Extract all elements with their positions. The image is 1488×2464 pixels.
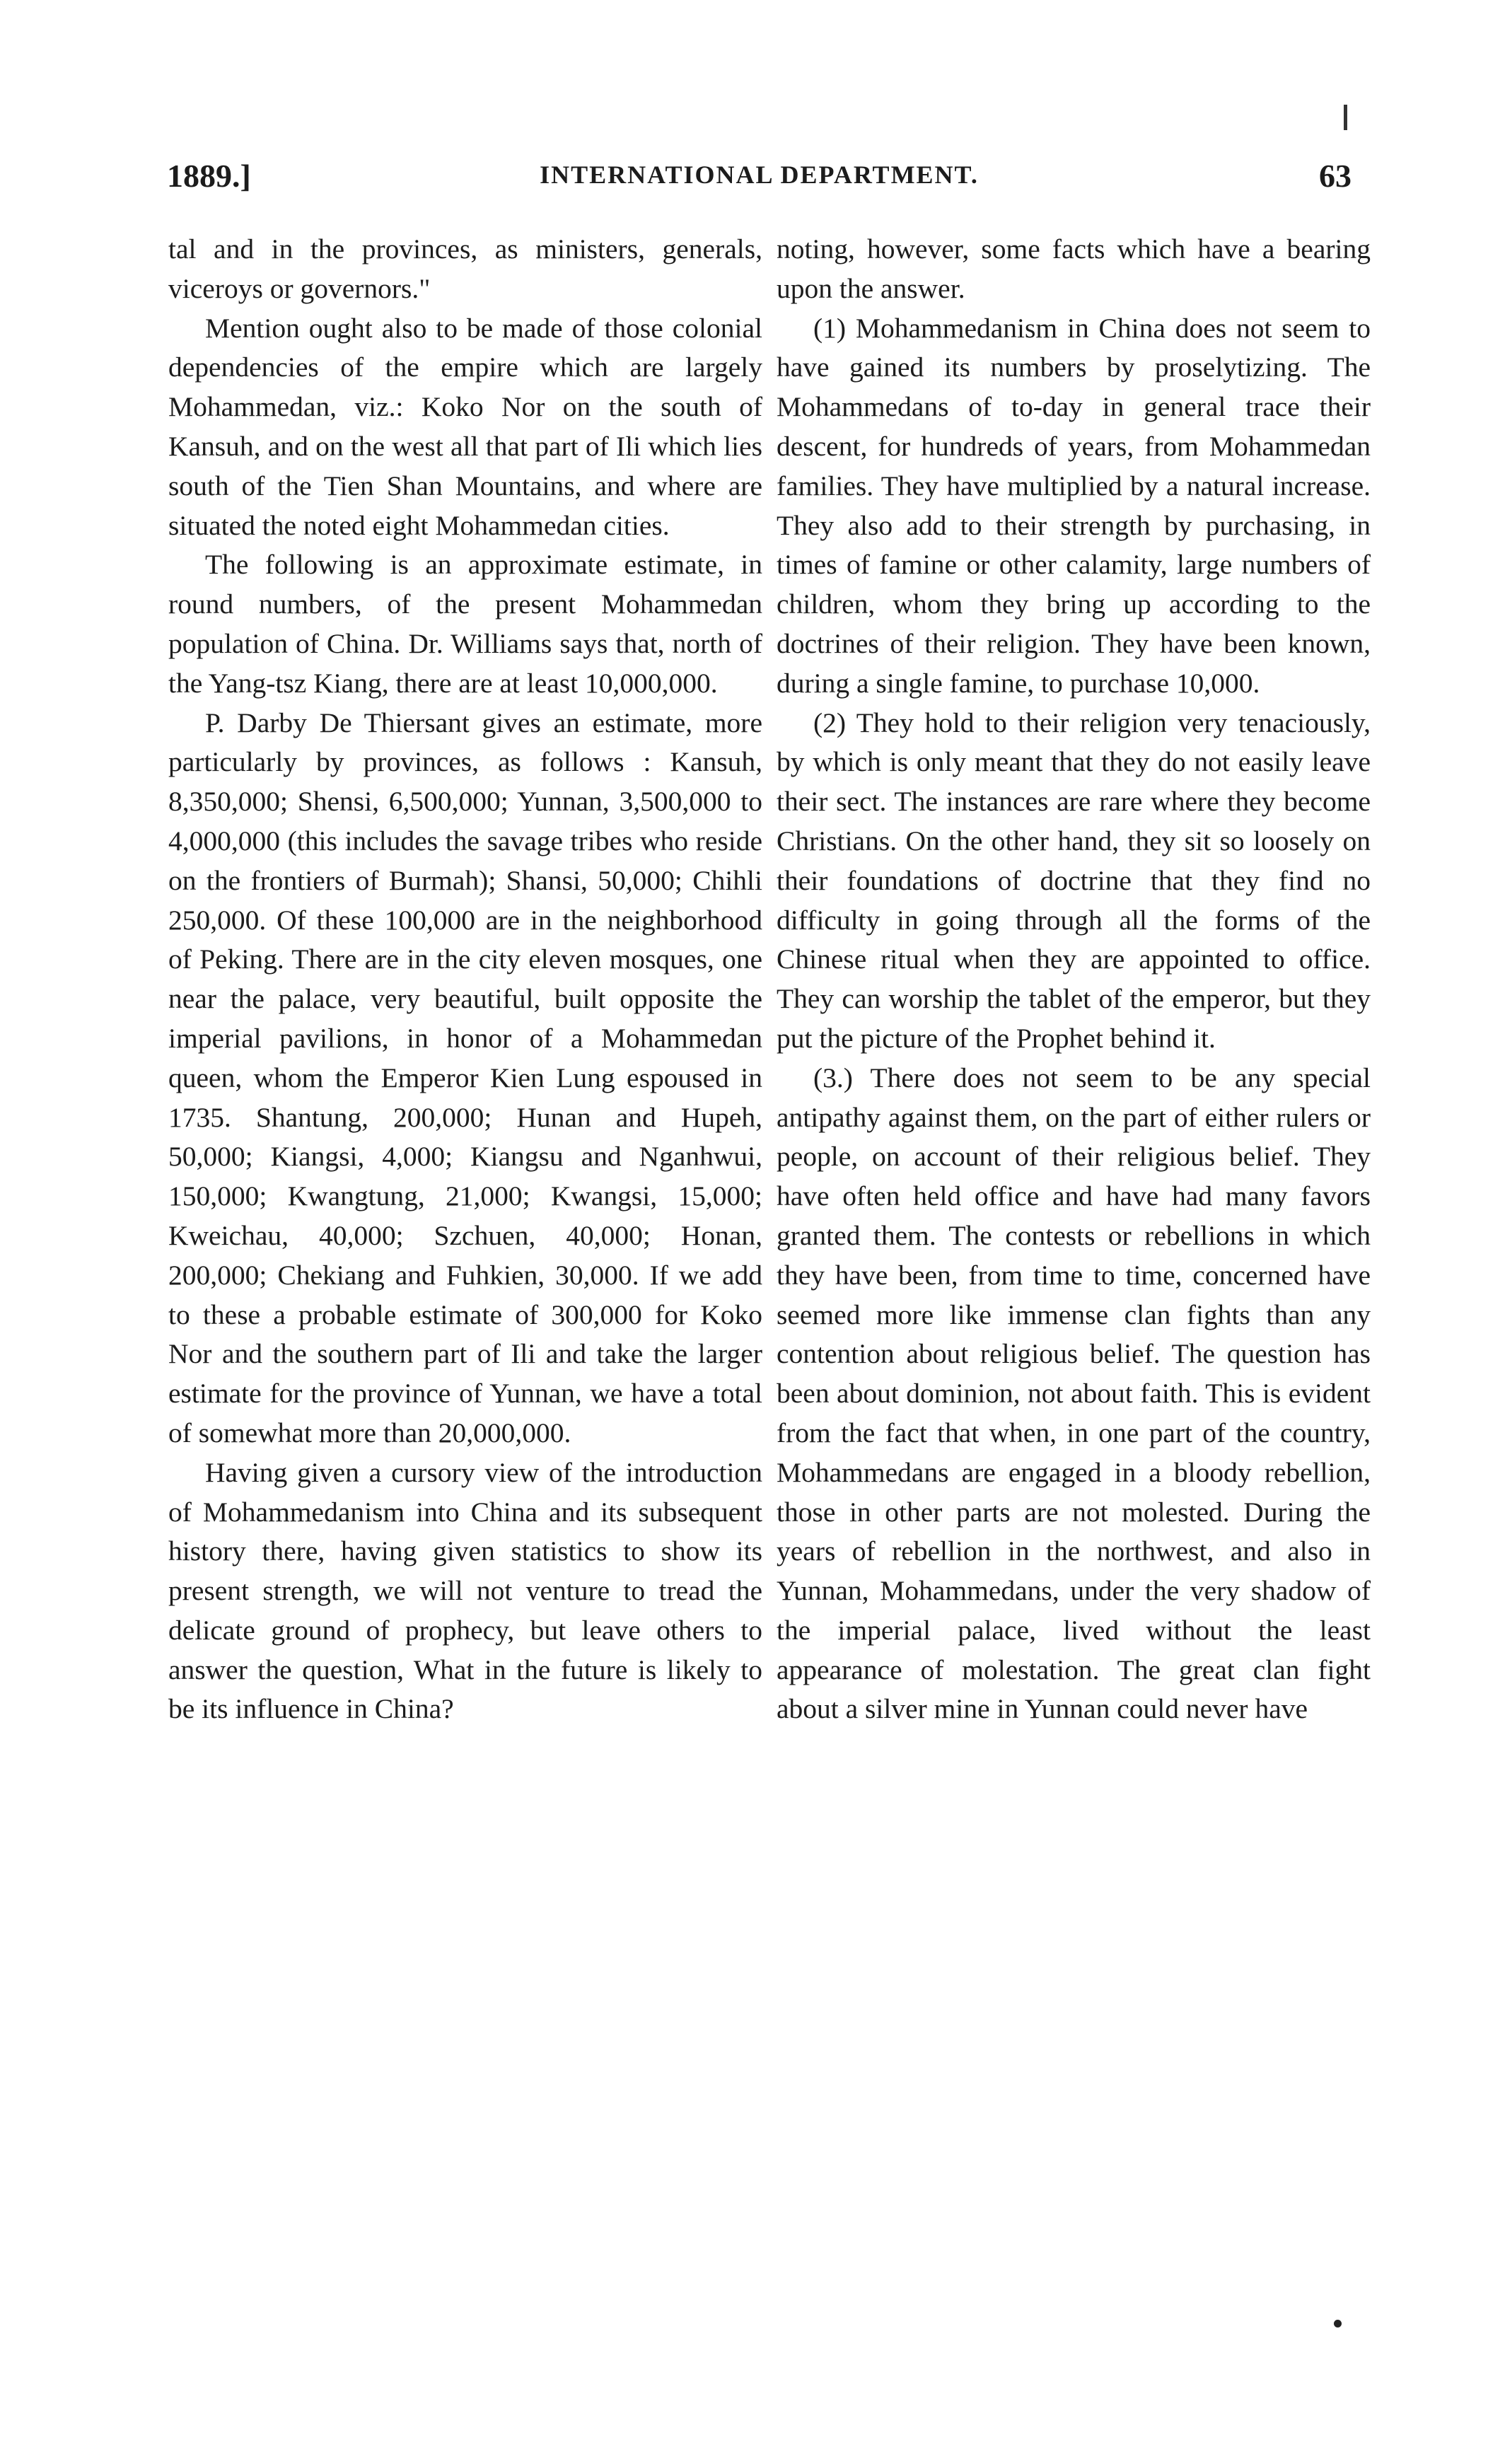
right-column — [777, 230, 1371, 1729]
header-year: 1889.] — [167, 158, 251, 194]
running-header — [167, 157, 1352, 207]
right-paragraph-1: noting, however, some facts which have a bearing upon the answer. — [777, 233, 1371, 304]
left-paragraph-3: The following is an approximate estimate, in round numbers, of the present Mohammedan population of China. Dr. Williams says that, north of the Yang-tsz Kiang, there are at least 10,000,000. — [168, 549, 762, 699]
right-paragraph-4: (3.) There does not seem to be any special antipathy against them, on the part of either rulers or people, on account of their religious belief. They have often held office and have had many favors granted them. The contests or rebellions in which they have been, from time to time, concerned have seemed more like immense clan fights than any contention about religious belief. The question has been about dominion, not about faith. This is evident from the fact that when, in one part of the country, Mohammedans are engaged in a bloody rebellion, those in other parts are not molested. During the years of rebellion in the northwest, and also in Yunnan, Mohammedans, under the very shadow of the imperial palace, lived without the least appearance of molestation. The great clan fight about a silver mine in Yunnan could never have — [777, 1062, 1371, 1725]
margin-dot-mark — [1334, 2320, 1342, 2328]
left-column — [168, 230, 762, 1729]
page-number: 63 — [1319, 158, 1352, 194]
left-paragraph-2: Mention ought also to be made of those colonial dependencies of the empire which are largely Mohammedan, viz.: Koko Nor on the south of Kansuh, and on the west all that part of Ili which lies south of the Tien Shan Mountains, and where are situated the noted eight Mohammedan cities. — [168, 312, 762, 541]
left-paragraph-1: tal and in the provinces, as ministers, generals, viceroys or governors." — [168, 233, 762, 304]
header-title: INTERNATIONAL DEPARTMENT. — [540, 161, 979, 189]
margin-tick-mark — [1344, 105, 1347, 130]
right-paragraph-2: (1) Mohammedanism in China does not seem to have gained its numbers by proselytizing. The Mohammedans of to-day in general trace their descent, for hundreds of years, from Mohammedan families. They have multiplied by a natural increase. They also add to their strength by purchasing, in times of famine or other calamity, large numbers of children, whom they bring up according to the doctrines of their religion. They have been known, during a single famine, to purchase 10,000. — [777, 312, 1371, 699]
left-paragraph-4: P. Darby De Thiersant gives an estimate, more particularly by provinces, as follows : Kansuh, 8,350,000; Shensi, 6,500,000; Yunnan, 3,500,000 to 4,000,000 (this includes the savage tribes who reside on the frontiers of Burmah); Shansi, 50,000; Chihli 250,000. Of these 100,000 are in the neighborhood of Peking. There are in the city eleven mosques, one near the palace, very beautiful, built opposite the imperial pavilions, in honor of a Mohammedan queen, whom the Emperor Kien Lung espoused in 1735. Shantung, 200,000; Hunan and Hupeh, 50,000; Kiangsi, 4,000; Kiangsu and Nganhwui, 150,000; Kwangtung, 21,000; Kwangsi, 15,000; Kweichau, 40,000; Szchuen, 40,000; Honan, 200,000; Chekiang and Fuhkien, 30,000. If we add to these a probable estimate of 300,000 for Koko Nor and the southern part of Ili and take the larger estimate for the province of Yunnan, we have a total of somewhat more than 20,000,000. — [168, 707, 762, 1448]
right-paragraph-3: (2) They hold to their religion very tenaciously, by which is only meant that they do not easily leave their sect. The instances are rare where they become Christians. On the other hand, they sit so loosely on their foundations of doctrine that they find no difficulty in going through all the forms of the Chinese ritual when they are appointed to office. They can worship the tablet of the emperor, but they put the picture of the Prophet behind it. — [777, 707, 1371, 1054]
left-paragraph-5: Having given a cursory view of the introduction of Mohammedanism into China and its subsequent history there, having given statistics to show its present strength, we will not venture to tread the delicate ground of prophecy, but leave others to answer the question, What in the future is likely to be its influence in China? — [168, 1456, 762, 1725]
